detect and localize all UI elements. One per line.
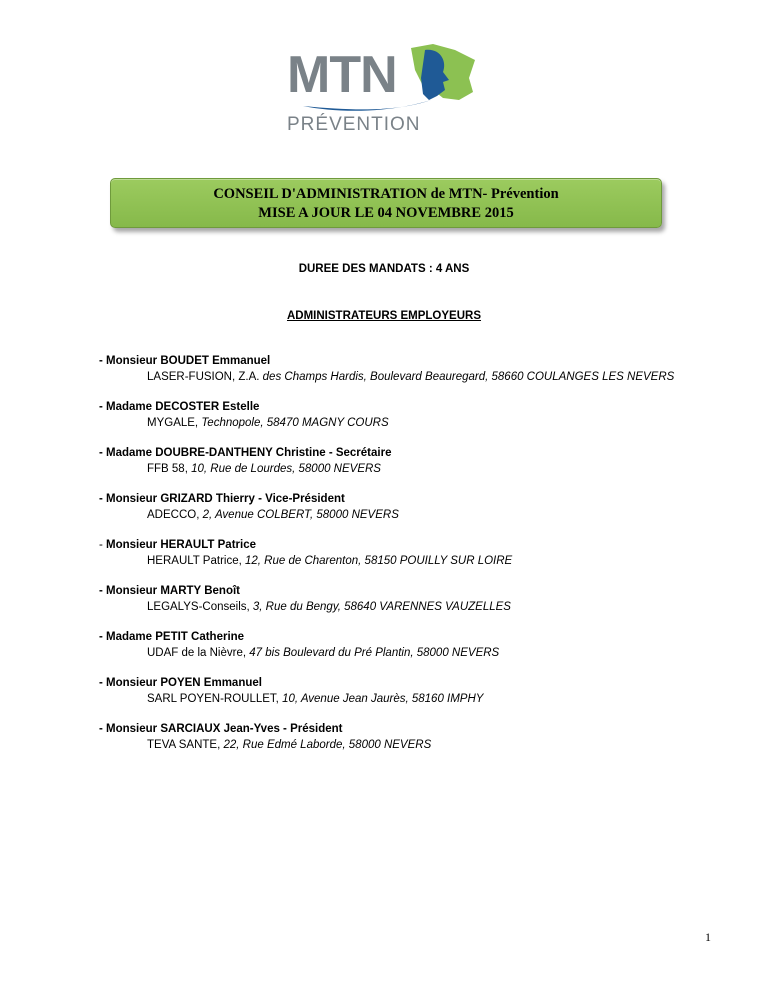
member-name: - Madame PETIT Catherine: [99, 631, 245, 643]
member-name: - Monsieur BOUDET Emmanuel: [99, 355, 271, 367]
administrators-list: [99, 353, 739, 767]
banner-title: CONSEIL D'ADMINISTRATION de MTN- Prévention: [213, 186, 559, 202]
member-entry: [99, 491, 739, 537]
member-entry: [99, 583, 739, 629]
section-title: ADMINISTRATEURS EMPLOYEURS: [286, 310, 482, 322]
page-number: 1: [705, 930, 711, 944]
member-address: HERAULT Patrice, 12, Rue de Charenton, 58150 POUILLY SUR LOIRE: [147, 555, 513, 567]
member-name: - Monsieur HERAULT Patrice: [99, 539, 256, 551]
member-entry: [99, 675, 739, 721]
member-address: ADECCO, 2, Avenue COLBERT, 58000 NEVERS: [147, 509, 399, 521]
member-entry: [99, 537, 739, 583]
member-name: - Monsieur SARCIAUX Jean-Yves - Président: [99, 723, 343, 735]
member-name: - Monsieur MARTY Benoît: [99, 585, 240, 597]
member-address: MYGALE, Technopole, 58470 MAGNY COURS: [147, 417, 389, 429]
member-address: LEGALYS-Conseils, 3, Rue du Bengy, 58640 VARENNES VAUZELLES: [147, 601, 511, 613]
member-name: - Madame DOUBRE-DANTHENY Christine - Secrétaire: [99, 447, 392, 459]
mandate-duration: DUREE DES MANDATS : 4 ANS: [298, 263, 470, 275]
member-entry: [99, 353, 739, 399]
title-banner: [110, 178, 662, 228]
member-entry: [99, 629, 739, 675]
banner-update-date: MISE A JOUR LE 04 NOVEMBRE 2015: [258, 205, 514, 221]
member-address: UDAF de la Nièvre, 47 bis Boulevard du Pré Plantin, 58000 NEVERS: [147, 647, 500, 659]
member-address: SARL POYEN-ROULLET, 10, Avenue Jean Jaurès, 58160 IMPHY: [147, 693, 484, 705]
member-address: FFB 58, 10, Rue de Lourdes, 58000 NEVERS: [147, 463, 381, 475]
member-name: - Monsieur POYEN Emmanuel: [99, 677, 262, 689]
member-address: LASER-FUSION, Z.A. des Champs Hardis, Boulevard Beauregard, 58660 COULANGES LES NEVERS: [147, 371, 675, 383]
member-entry: [99, 445, 739, 491]
mtn-prevention-logo: [283, 40, 483, 134]
member-name: - Madame DECOSTER Estelle: [99, 401, 260, 413]
member-address: TEVA SANTE, 22, Rue Edmé Laborde, 58000 NEVERS: [147, 739, 432, 751]
logo-word: MTN: [287, 46, 397, 104]
member-entry: [99, 721, 739, 767]
member-entry: [99, 399, 739, 445]
logo-subtitle: PRÉVENTION: [287, 114, 421, 134]
member-name: - Monsieur GRIZARD Thierry - Vice-Président: [99, 493, 345, 505]
